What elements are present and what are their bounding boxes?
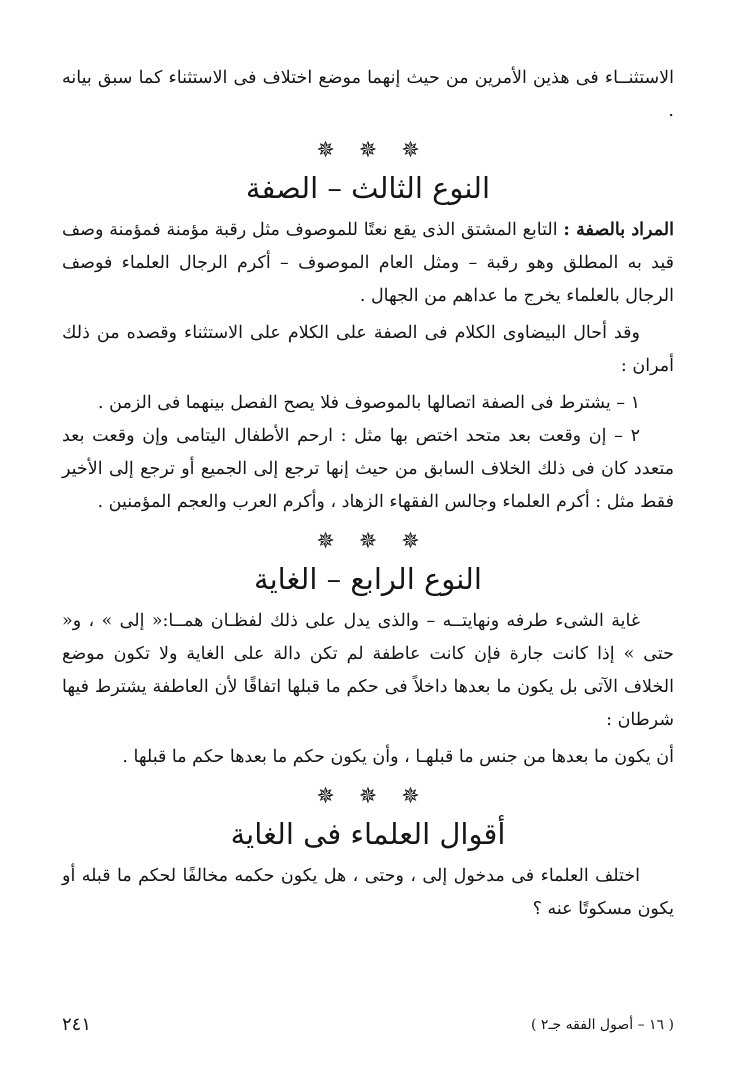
- paragraph-scholars-disagreement: اختلف العلماء فى مدخول إلى ، وحتى ، هل يكون حكمه مخالفًا لحكم ما قبله أو يكون مسكوتًا عنه ؟: [62, 866, 674, 919]
- paragraph-limit-conditions: أن يكون ما بعدها من جنس ما قبلهـا ، وأن يكون حكم ما بعدها حكم ما قبلها .: [122, 747, 674, 767]
- attribute-definition-body: التابع المشتق الذى يقع نعتًا للموصوف مثل رقبة مؤمنة فمؤمنة وصف قيد به المطلق وهو رقبة – ومثل العام الموصوف – أكرم الرجال العلماء فوصف الرجال بالعلماء يخرج ما عداهم من الجهال .: [62, 220, 674, 306]
- heading-third-type-attribute: النوع الثالث – الصفة: [245, 171, 491, 205]
- book-signature: ( ١٦ – أصول الفقه جـ٢ ): [531, 1017, 674, 1033]
- heading-scholars-opinions: أقوال العلماء فى الغاية: [230, 817, 506, 851]
- page-body: [62, 62, 674, 926]
- star-icon: ✵: [401, 138, 420, 163]
- attribute-definition-lead: المراد بالصفة :: [563, 220, 675, 240]
- section-separator-3: [62, 784, 674, 810]
- section-separator-2: [62, 529, 674, 555]
- paragraph-baydawi: وقد أحال البيضاوى الكلام فى الصفة على الكلام على الاستثناء وقصده من ذلك أمران :: [62, 323, 674, 376]
- page-number: ٢٤١: [62, 1014, 92, 1035]
- star-icon: ✵: [401, 529, 420, 554]
- paragraph-condition-1: ١ – يشترط فى الصفة اتصالها بالموصوف فلا يصح الفصل بينهما فى الزمن .: [98, 393, 640, 413]
- paragraph-attribute-definition: [62, 214, 674, 313]
- star-icon: ✵: [358, 138, 378, 163]
- star-icon: ✵: [401, 784, 420, 809]
- section-separator-1: [62, 138, 674, 164]
- star-icon: ✵: [358, 784, 378, 809]
- star-icon: ✵: [316, 529, 335, 554]
- page-footer: [62, 1013, 674, 1037]
- paragraph-continuation: الاستثنــاء فى هذين الأمرين من حيث إنهما موضع اختلاف فى الاستثناء كما سبق بيانه .: [62, 68, 674, 121]
- star-icon: ✵: [316, 784, 335, 809]
- star-icon: ✵: [358, 529, 378, 554]
- star-icon: ✵: [316, 138, 335, 163]
- paragraph-condition-2: ٢ – إن وقعت بعد متحد اختص بها مثل : ارحم الأطفال اليتامى وإن وقعت بعد متعدد كان فى ذلك الخلاف السابق من حيث إنها ترجع إلى الجميع أو ترجع إلى الأخير فقط مثل : أكرم العلماء وجالس الفقهاء الزهاد ، وأكرم العرب والعجم المؤمنين .: [62, 426, 674, 512]
- heading-fourth-type-limit: النوع الرابع – الغاية: [254, 562, 482, 596]
- paragraph-limit-definition: غاية الشىء طرفه ونهايتــه – والذى يدل على ذلك لفظـان همــا:« إلى » ، و« حتى » إذا كانت جارة فإن كانت عاطفة لم تكن دالة على الغاية ولا تكون موضع الخلاف الآتى بل يكون ما بعدها داخلاً فى حكم ما قبلها اتفاقًا لأن العاطفة يشترط فيها شرطان :: [62, 611, 674, 730]
